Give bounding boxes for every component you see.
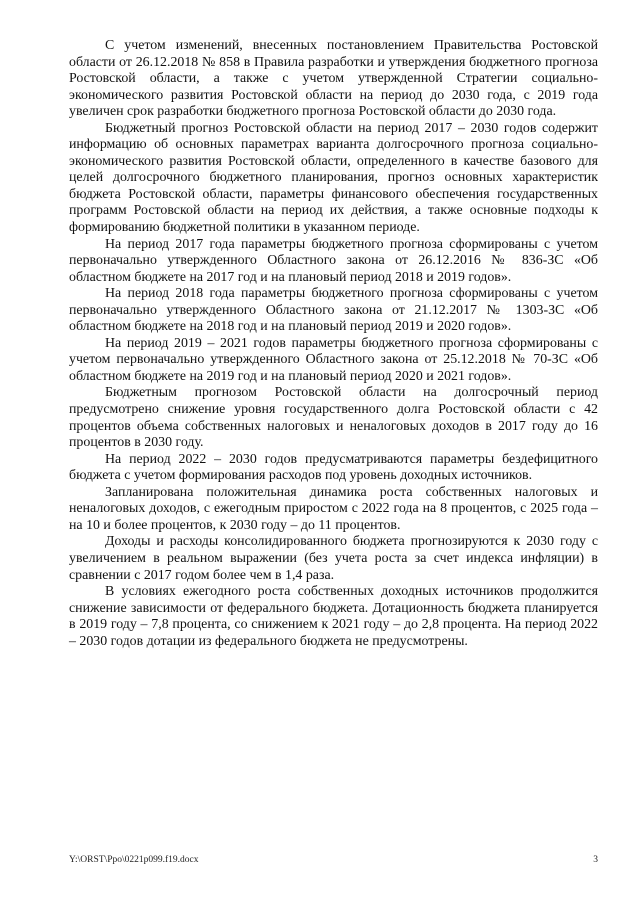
paragraph-forecast-contents: Бюджетный прогноз Ростовской области на период 2017 – 2030 годов содержит информацию об основных параметрах варианта долгосрочного прогноза социально-экономического развития Ростовской области, определенного в качестве базового для целей долгосрочного бюджетного планирования, прогноз основных характеристик бюджета Ростовской области, параметры финансового обеспечения государственных программ Ростовской области на период их действия, а также основные подходы к формированию бюджетной политики в указанном периоде. [69, 120, 598, 236]
paragraph-revenue-growth: Запланирована положительная динамика роста собственных налоговых и неналоговых доходов, с ежегодным приростом с 2022 года на 8 процентов, с 2025 года – на 10 и более процентов, к 2030 году – до 11 процентов. [69, 484, 598, 533]
paragraph-2017-parameters: На период 2017 года параметры бюджетного прогноза сформированы с учетом первоначально утвержденного Областного закона от 26.12.2016 № 836-ЗС «Об областном бюджете на 2017 год и на плановый период 2018 и 2019 годов». [69, 236, 598, 285]
document-body [69, 38, 598, 650]
page-number: 3 [593, 855, 598, 865]
paragraph-budget-forecast-extension: С учетом изменений, внесенных постановлением Правительства Ростовской области от 26.12.2018 № 858 в Правила разработки и утверждения бюджетного прогноза Ростовской области, а также с учетом утвержденной Стратегии социально-экономического развития Ростовской области на период до 2030 года, с 2019 года увеличен срок разработки бюджетного прогноза Ростовской области до 2030 года. [69, 38, 598, 120]
paragraph-2018-parameters: На период 2018 года параметры бюджетного прогноза сформированы с учетом первоначально утвержденного Областного закона от 21.12.2017 № 1303-ЗС «Об областном бюджете на 2018 год и на плановый период 2019 и 2020 годов». [69, 286, 598, 335]
paragraph-state-debt-reduction: Бюджетным прогнозом Ростовской области на долгосрочный период предусмотрено снижение уровня государственного долга Ростовской области с 42 процентов объема собственных налоговых и неналоговых доходов в 2017 году до 16 процентов в 2030 году. [69, 385, 598, 451]
footer-file-path: Y:\ORST\Ppo\0221p099.f19.docx [69, 855, 199, 865]
paragraph-consolidated-budget: Доходы и расходы консолидированного бюджета прогнозируются к 2030 году с увеличением в реальном выражении (без учета роста за счет индекса инфляции) в сравнении с 2017 годом более чем в 1,4 раза. [69, 534, 598, 583]
paragraph-federal-dependence: В условиях ежегодного роста собственных доходных источников продолжится снижение зависимости от федерального бюджета. Дотационность бюджета планируется в 2019 году – 7,8 процента, со снижением к 2021 году – до 2,8 процента. На период 2022 – 2030 годов дотации из федерального бюджета не предусмотрены. [69, 584, 598, 649]
paragraph-2022-2030-deficit-free: На период 2022 – 2030 годов предусматриваются параметры бездефицитного бюджета с учетом формирования расходов под уровень доходных источников. [69, 451, 598, 484]
paragraph-2019-2021-parameters: На период 2019 – 2021 годов параметры бюджетного прогноза сформированы с учетом первоначально утвержденного Областного закона от 25.12.2018 № 70-ЗС «Об областном бюджете на 2019 год и на плановый период 2020 и 2021 годов». [69, 335, 598, 384]
